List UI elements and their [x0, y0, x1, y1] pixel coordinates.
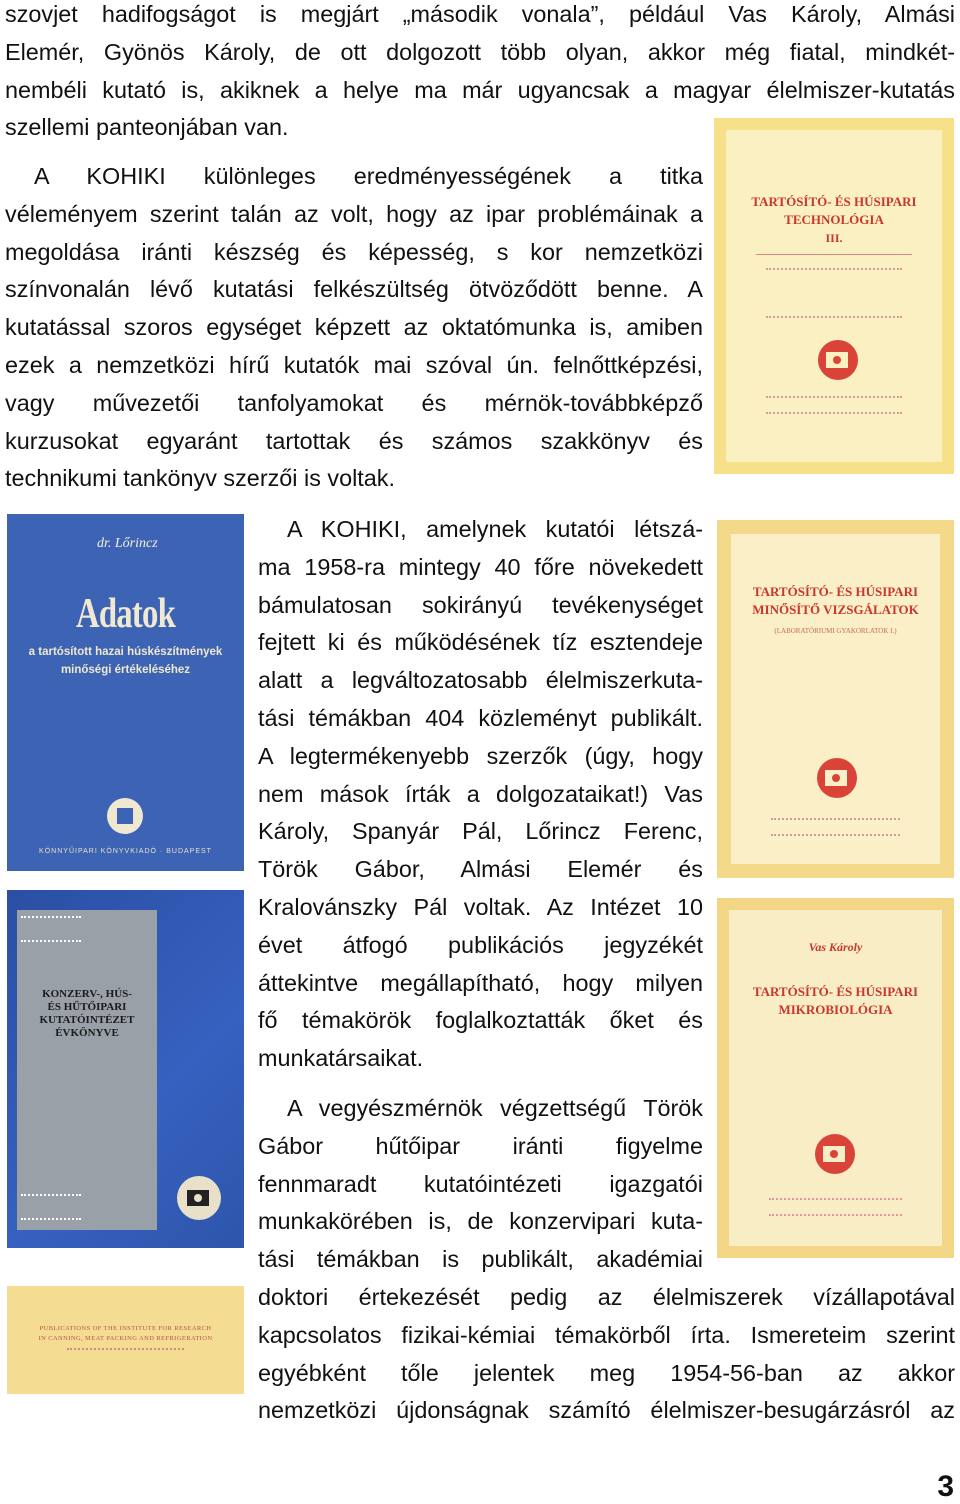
- cover-publisher-lines: [766, 396, 902, 414]
- text-line: kapcsolatos fizikai-kémiai témakörből írta. Ismereteim szerint: [258, 1321, 955, 1348]
- cover-author: dr. Lőrincz: [97, 536, 158, 551]
- cover-subtitle: minőségi értékeléséhez: [60, 664, 191, 676]
- cover-publisher: KÖNNYŰIPARI KÖNYVKIADÓ · BUDAPEST: [39, 848, 212, 855]
- cover-author: Vas Károly: [808, 940, 863, 954]
- publisher-logo-icon: [817, 758, 857, 798]
- paragraph-2: [5, 158, 703, 498]
- cover-title: Adatok: [75, 591, 176, 637]
- cover-divider: [756, 254, 912, 261]
- text-line: munkakörében is, de konzervipari kuta-: [258, 1208, 703, 1235]
- text-line: Török Gábor, Almási Elemér és: [258, 856, 703, 883]
- cover-inner: [731, 534, 940, 864]
- text-line: A legtermékenyebb szerzők (úgy, hogy: [258, 742, 703, 769]
- cover-title-line: ÉS HŰTŐIPARI: [47, 1001, 127, 1013]
- cover-title-line: PUBLICATIONS OF THE INSTITUTE FOR RESEARCH: [39, 1325, 212, 1332]
- publisher-logo-icon: [177, 1176, 221, 1220]
- book-cover-evkonyv: [7, 890, 244, 1248]
- paragraph-4: [258, 1090, 703, 1279]
- publisher-logo-icon: [815, 1134, 855, 1174]
- cover-title-line: TECHNOLÓGIA: [784, 212, 884, 227]
- cover-subtitle: (LABORATÓRIUMI GYAKORLATOK I.): [774, 627, 897, 635]
- cover-title-line: MINŐSÍTŐ VIZSGÁLATOK: [752, 602, 919, 617]
- cover-title-line: KUTATÓINTÉZET: [39, 1014, 135, 1026]
- text-line: Gábor hűtőipar iránti figyelme: [258, 1132, 703, 1159]
- text-line: alatt a legváltozatosabb élelmiszerkuta-: [258, 667, 703, 694]
- text-line: nemzetközi újdonságnak számító élelmiszer-besugárzásról az: [258, 1397, 955, 1424]
- cover-author-lines: [766, 268, 902, 318]
- text-line: fejtett ki és működésének tíz esztendeje: [258, 629, 703, 656]
- cover-title-line: TARTÓSÍTÓ- ÉS HÚSIPARI: [752, 584, 919, 599]
- paragraph-3: [258, 511, 703, 1078]
- text-line: Károly, Spanyár Pál, Lőrincz Ferenc,: [258, 818, 703, 845]
- text-line: doktori értekezését pedig az élelmiszerek vízállapotával: [258, 1284, 955, 1310]
- text-line: ezek a nemzetközi hírű kutatók mai szóval ún. felnőttképzési,: [5, 351, 703, 378]
- cover-footer-lines: [21, 1194, 81, 1220]
- text-line: szellemi panteonjában van.: [5, 114, 289, 141]
- text-line: szovjet hadifogságot is megjárt „második vonala”, például Vas Károly, Almási: [5, 1, 955, 27]
- publisher-logo-icon: [818, 340, 858, 380]
- cover-title-line: KONZERV-, HÚS-: [42, 988, 132, 1000]
- text-line: áttekintve megállapítható, hogy milyen: [258, 969, 703, 996]
- text-line: munkatársaikat.: [258, 1045, 424, 1072]
- text-line: nem mások írták a dolgozataikat!) Vas: [258, 780, 703, 807]
- cover-inner: [729, 910, 942, 1246]
- text-line: ma 1958-ra mintegy 40 főre növekedett: [258, 553, 703, 580]
- text-line: technikumi tankönyv szerzői is voltak.: [5, 465, 396, 492]
- text-line: évet átfogó publikációs jegyzékét: [258, 931, 703, 958]
- text-line: bámulatosan sokirányú tevékenységet: [258, 591, 703, 618]
- cover-title-line: IN CANNING, MEAT PACKING AND REFRIGERATION: [38, 1335, 213, 1342]
- text-line: egyébként tőle jelentek meg 1954-56-ban az akkor: [258, 1359, 955, 1386]
- paragraph-4-continued: [258, 1279, 955, 1430]
- text-line: nembéli kutató is, akiknek a helye ma már ugyancsak a magyar élelmiszer-kutatás: [5, 76, 955, 103]
- cover-title-line: MIKROBIOLÓGIA: [778, 1002, 893, 1017]
- cover-panel: [17, 910, 157, 1230]
- cover-header-lines: [21, 916, 81, 942]
- text-line: fő témakörök foglalkoztatták őket és: [258, 1007, 703, 1034]
- book-cover-mikrobiologia: [717, 898, 954, 1258]
- text-line: Kralovánszky Pál voltak. Az Intézet 10: [258, 893, 703, 920]
- book-cover-minosito-vizsgalatok: [717, 520, 954, 878]
- cover-inner: [726, 130, 942, 462]
- publisher-logo-icon: [107, 798, 143, 834]
- page-number: 3: [937, 1470, 954, 1503]
- cover-subtitle: a tartósított hazai húskészítmények: [28, 646, 223, 658]
- text-line: kurzusokat egyaránt tartottak és számos szakkönyv és: [5, 427, 703, 454]
- text-line: színvonalán lévő kutatási felkészültség ötvöződött benne. A: [5, 276, 703, 303]
- text-line: fennmaradt kutatóintézeti igazgatói: [258, 1170, 703, 1197]
- book-cover-adatok: [7, 514, 244, 871]
- text-line: vagy művezetői tanfolyamokat és mérnök-továbbképző: [5, 389, 703, 416]
- text-line: A vegyészmérnök végzettségű Török: [287, 1095, 703, 1121]
- cover-title-line: TARTÓSÍTÓ- ÉS HÚSIPARI: [751, 194, 917, 209]
- cover-title-line: III.: [825, 231, 843, 245]
- text-line: A KOHIKI különleges eredményességének a titka: [34, 163, 703, 189]
- cover-publisher-lines: [771, 818, 900, 836]
- cover-publisher-lines: [769, 1198, 902, 1216]
- cover-title-line: TARTÓSÍTÓ- ÉS HÚSIPARI: [752, 984, 919, 999]
- text-line: kutatással szoros egységet képzett az oktatómunka is, amiben: [5, 314, 703, 341]
- cover-detail-lines: [67, 1348, 184, 1360]
- book-cover-technologia-iii: [714, 118, 954, 474]
- text-line: A KOHIKI, amelynek kutatói létszá-: [287, 516, 703, 542]
- text-line: Elemér, Gyönös Károly, de ott dolgozott több olyan, akkor még fiatal, mindkét-: [5, 38, 955, 65]
- text-line: tási témákban is publikált, akadémiai: [258, 1246, 703, 1273]
- text-line: véleményem szerint talán az volt, hogy az ipar problémáinak a: [5, 200, 703, 227]
- cover-title-line: ÉVKÖNYVE: [55, 1027, 119, 1039]
- text-line: megoldása iránti készség és képesség, s kor nemzetközi: [5, 238, 703, 265]
- text-line: tási témákban 404 közleményt publikált.: [258, 704, 703, 731]
- book-cover-publications: [7, 1286, 244, 1394]
